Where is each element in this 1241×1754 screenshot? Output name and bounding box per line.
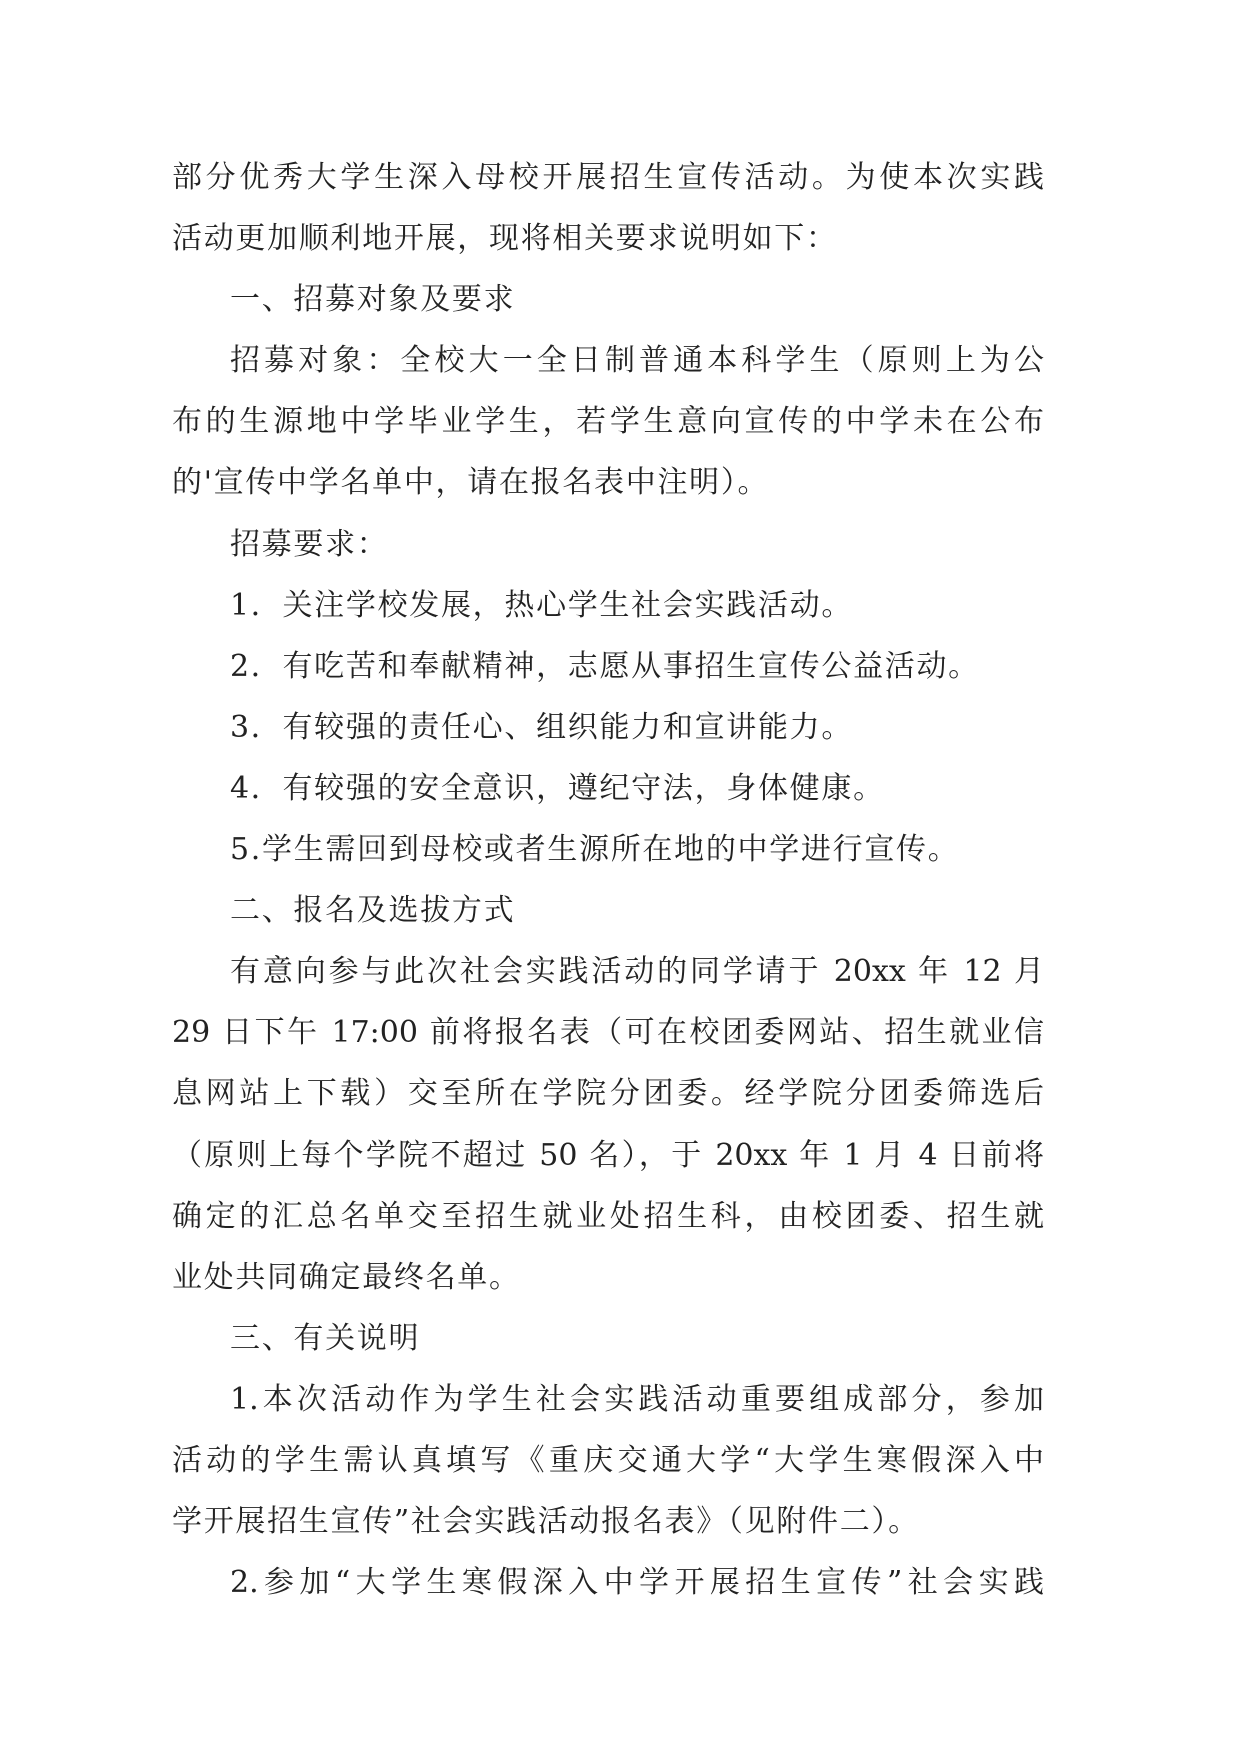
text-line: （原则上每个学院不超过 50 名），于 20xx 年 1 月 4 日前将 <box>172 1137 1044 1173</box>
text-line: 29 日下午 17:00 前将报名表（可在校团委网站、招生就业信 <box>172 1015 1044 1051</box>
text-line: 的'宣传中学名单中，请在报名表中注明）。 <box>172 465 770 501</box>
document-body <box>172 147 1044 1613</box>
text-line: 招募对象：全校大一全日制普通本科学生（原则上为公 <box>230 343 1044 379</box>
section-heading-recruitment: 一、招募对象及要求 <box>230 282 516 318</box>
text-line: 部分优秀大学生深入母校开展招生宣传活动。为使本次实践 <box>172 160 1044 195</box>
text-line: 活动更加顺利地开展，现将相关要求说明如下： <box>172 221 838 257</box>
subheading-requirements: 招募要求： <box>230 526 389 562</box>
text-line: 2.参加“大学生寒假深入中学开展招生宣传”社会实践 <box>230 1565 1044 1601</box>
text-line: 布的生源地中学毕业学生，若学生意向宣传的中学未在公布 <box>172 404 1044 440</box>
text-line: 1.本次活动作为学生社会实践活动重要组成部分，参加 <box>230 1381 1044 1417</box>
list-item: 3．有较强的责任心、组织能力和宣讲能力。 <box>230 709 854 745</box>
text-line: 确定的汇总名单交至招生就业处招生科，由校团委、招生就 <box>172 1198 1044 1234</box>
text-line: 息网站上下载）交至所在学院分团委。经学院分团委筛选后 <box>172 1076 1044 1112</box>
list-item: 2．有吃苦和奉献精神，志愿从事招生宣传公益活动。 <box>230 648 980 684</box>
text-line: 有意向参与此次社会实践活动的同学请于 20xx 年 12 月 <box>230 954 1044 990</box>
list-item: 5.学生需回到母校或者生源所在地的中学进行宣传。 <box>230 832 960 868</box>
section-heading-registration: 二、报名及选拔方式 <box>230 893 516 929</box>
section-heading-notes: 三、有关说明 <box>230 1320 421 1356</box>
text-line: 学开展招生宣传”社会实践活动报名表》（见附件二）。 <box>172 1504 920 1540</box>
list-item: 1．关注学校发展，热心学生社会实践活动。 <box>230 587 854 623</box>
text-line: 业处共同确定最终名单。 <box>172 1259 521 1295</box>
list-item: 4．有较强的安全意识，遵纪守法，身体健康。 <box>230 770 885 806</box>
text-line: 活动的学生需认真填写《重庆交通大学“大学生寒假深入中 <box>172 1442 1044 1478</box>
